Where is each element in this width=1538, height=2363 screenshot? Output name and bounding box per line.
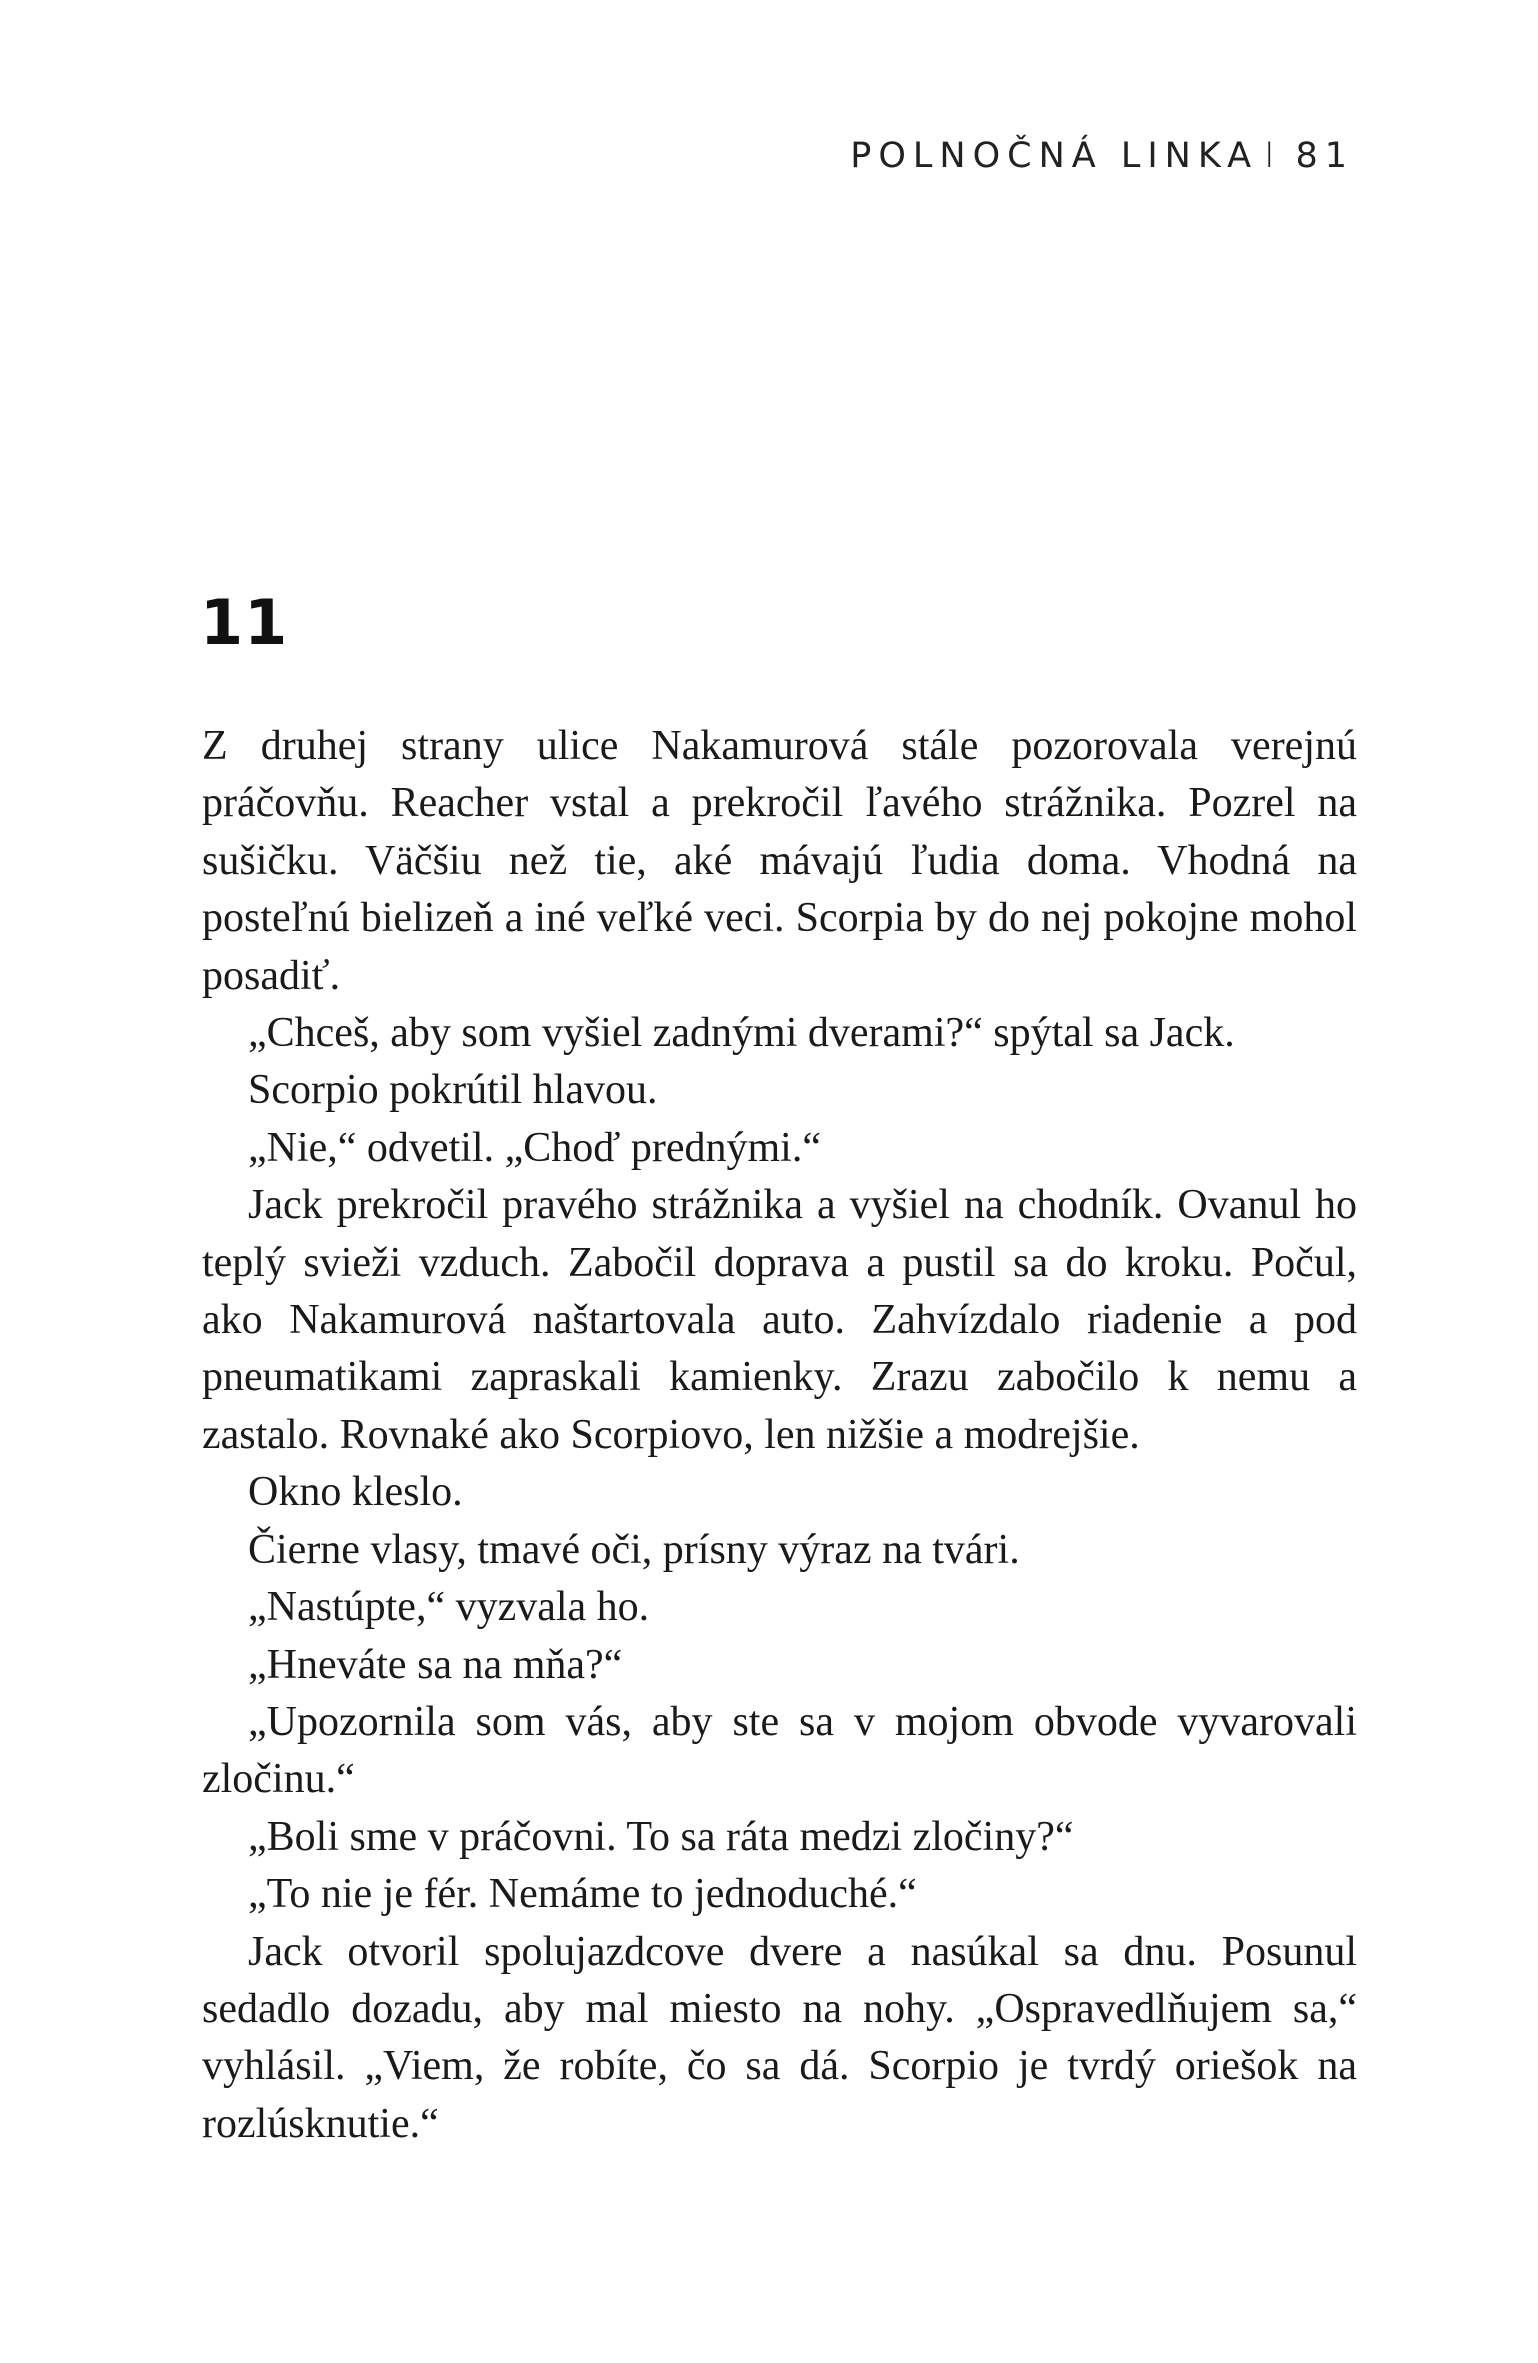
header-separator: I: [1264, 136, 1282, 176]
paragraph-2: „Chceš, aby som vyšiel zadnými dverami?“ spýtal sa Jack.: [248, 1010, 1235, 1057]
paragraph-4: „Nie,“ odvetil. „Choď prednými.“: [248, 1124, 821, 1171]
paragraph-9: „Hneváte sa na mňa?“: [248, 1641, 623, 1688]
book-title: POLNOČNÁ LINKA: [850, 136, 1259, 176]
paragraph-13: Jack otvoril spolujazdcove dvere a nasúkal sa dnu. Posunul sedadlo dozadu, aby mal miesto na nohy. „Ospravedlňujem sa,“ vyhlásil. „Viem, že robíte, čo sa dá. Scorpio je tvrdý oriešok na rozlúsknutie.“: [202, 1928, 1357, 2147]
paragraph-12: „To nie je fér. Nemáme to jednoduché.“: [248, 1871, 917, 1918]
paragraph-3: Scorpio pokrútil hlavou.: [248, 1067, 658, 1114]
running-head: [850, 136, 1354, 176]
paragraph-6: Okno kleslo.: [248, 1469, 463, 1516]
paragraph-11: „Boli sme v práčovni. To sa ráta medzi zločiny?“: [248, 1813, 1074, 1860]
paragraph-7: Čierne vlasy, tmavé oči, prísny výraz na tvári.: [248, 1526, 1020, 1573]
paragraph-10: „Upozornila som vás, aby ste sa v mojom obvode vyvarovali zločinu.“: [202, 1698, 1357, 1803]
chapter-body: [202, 718, 1357, 2153]
page-number: 81: [1295, 136, 1354, 176]
paragraph-5: Jack prekročil pravého strážnika a vyšiel na chodník. Ovanul ho teplý svieži vzduch. Zabočil doprava a pustil sa do kroku. Počul, ako Nakamurová naštartovala auto. Zahvízdalo riadenie a pod pneumatikami zapraskali kamienky. Zrazu zabočilo k nemu a zastalo. Rovnaké ako Scorpiovo, len nižšie a modrejšie.: [202, 1182, 1357, 1458]
paragraph-1: Z druhej strany ulice Nakamurová stále pozorovala verejnú práčovňu. Reacher vstal a prekročil ľavého strážnika. Pozrel na sušičku. Väčšiu než tie, aké mávajú ľudia doma. Vhodná na posteľnú bielizeň a iné veľké veci. Scorpia by do nej pokojne mohol posadiť.: [202, 723, 1357, 999]
chapter-number: 11: [200, 586, 289, 659]
paragraph-8: „Nastúpte,“ vyzvala ho.: [248, 1584, 650, 1631]
